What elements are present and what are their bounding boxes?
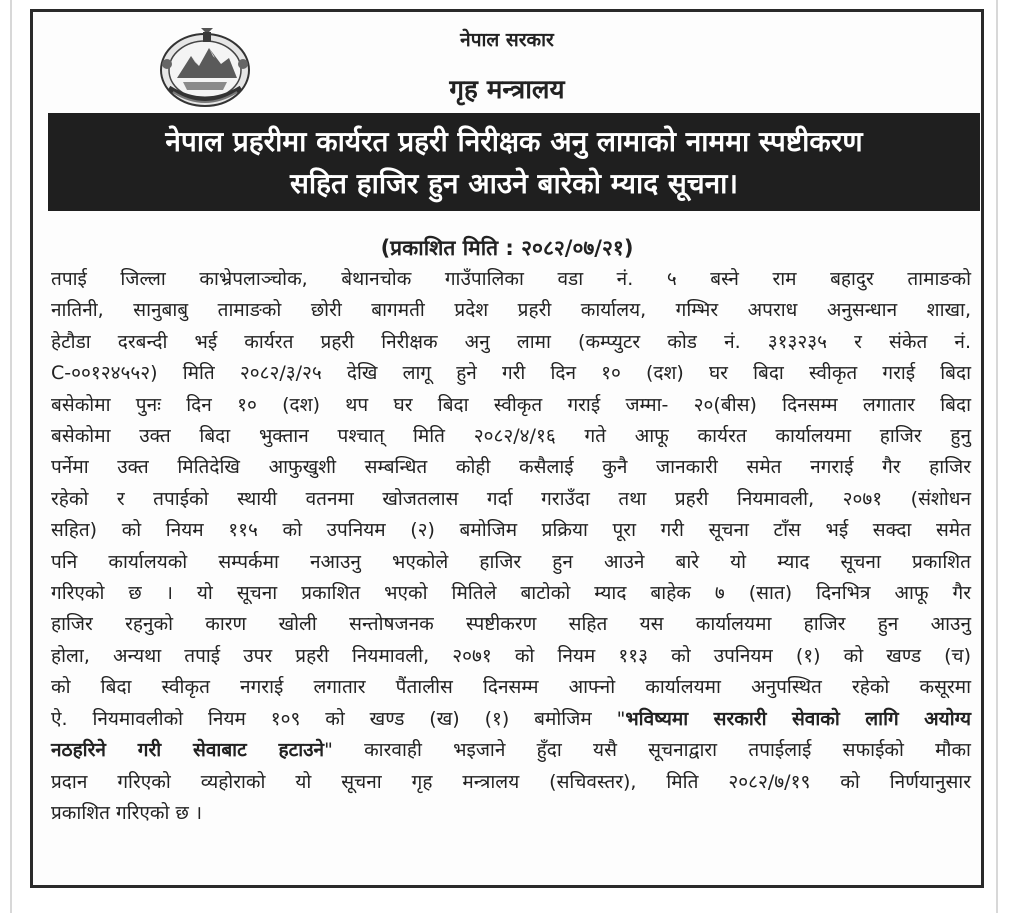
- body-line: गरिएको छ । यो सूचना प्रकाशित भएको मितिले बाटोको म्याद बाहेक ७ (सात) दिनभित्र आफू गैर: [51, 582, 971, 605]
- body-line: [51, 704, 971, 735]
- body-line: सहित) को नियम ११५ को उपनियम (२) बमोजिम प्रक्रिया पूरा गरी सूचना टाँस भई सक्दा समेत: [51, 519, 971, 542]
- body-text-segment: ऐ. नियमावलीको नियम १०९ को खण्ड (ख) (१) बमोजिम ": [51, 707, 626, 730]
- notice-frame: [30, 9, 984, 888]
- body-line: C-००१२४५५२) मिति २०८२/३/२५ देखि लागू हुने गरी दिन १० (दश) घर बिदा स्वीकृत गराई बिदा: [51, 362, 971, 385]
- body-line: प्रदान गरिएको व्यहोराको यो सूचना गृह मन्त्रालय (सचिवस्तर), मिति २०८२/७/१९ को निर्णयानुसार: [51, 770, 971, 793]
- notice-title-line-1: नेपाल प्रहरीमा कार्यरत प्रहरी निरीक्षक अनु लामाको नाममा स्पष्टीकरण: [165, 125, 863, 158]
- body-line-last: प्रकाशित गरिएको छ ।: [51, 801, 203, 824]
- body-line: बसेकोमा पुनः दिन १० (दश) थप घर बिदा स्वीकृत गराई जम्मा- २०(बीस) दिनसम्म लगातार बिदा: [51, 393, 971, 416]
- body-line: हेटौडा दरबन्दी भई कार्यरत प्रहरी निरीक्षक अनु लामा (कम्प्युटर कोड नं. ३१३२३५ र संकेत नं.: [51, 330, 971, 353]
- ministry-heading: गृह मन्त्रालय: [449, 75, 565, 105]
- page-edge-left: [10, 0, 12, 913]
- body-line: रहेको र तपाईको स्थायी वतनमा खोजतलास गर्दा गराउँदा तथा प्रहरी नियमावली, २०७१ (संशोधन: [51, 487, 971, 510]
- body-line: हाजिर रहनुको कारण खोली सन्तोषजनक स्पष्टीकरण सहित यस कार्यालयमा हाजिर हुन आउनु: [51, 613, 971, 636]
- notice-title-line-2: सहित हाजिर हुन आउने बारेको म्याद सूचना।: [289, 167, 739, 200]
- page-edge-right: [996, 0, 998, 913]
- body-line: [51, 735, 971, 766]
- body-line: नातिनी, सानुबाबु तामाङको छोरी बागमती प्रदेश प्रहरी कार्यालय, गम्भिर अपराध अनुसन्धान शाखा,: [51, 299, 971, 322]
- emphasis-text: नठहरिने गरी सेवाबाट हटाउने: [51, 739, 325, 762]
- body-line: पर्नेमा उक्त मितिदेखि आफुखुशी सम्बन्धित कोही कसैलाई कुनै जानकारी समेत नगराई गैर हाजिर: [51, 456, 971, 479]
- government-heading: नेपाल सरकार: [460, 29, 554, 51]
- notice-title-banner: [48, 113, 980, 211]
- body-line: पनि कार्यालयको सम्पर्कमा नआउनु भएकोले हाजिर हुन आउने बारे यो म्याद सूचना प्रकाशित: [51, 550, 971, 573]
- body-line: तपाई जिल्ला काभ्रेपलाञ्चोक, बेथानचोक गाउँपालिका वडा नं. ५ बस्ने राम बहादुर तामाङको: [51, 268, 971, 290]
- notice-body: [51, 264, 971, 829]
- body-line: बसेकोमा उक्त बिदा भुक्तान पश्चात् मिति २०८२/४/१६ गते आफू कार्यरत कार्यालयमा हाजिर हुनु: [51, 425, 971, 448]
- publication-date: (प्रकाशित मिति : २०८२/०७/२१): [380, 236, 634, 260]
- body-line: को बिदा स्वीकृत नगराई लगातार पैंतालीस दिनसम्म आफ्नो कार्यालयमा अनुपस्थित रहेको कसूरमा: [51, 676, 971, 699]
- body-text-segment: " कारवाही भइजाने हुँदा यसै सूचनाद्वारा तपाईलाई सफाईको मौका: [324, 739, 971, 762]
- emphasis-text: भविष्यमा सरकारी सेवाको लागि अयोग्य: [625, 707, 971, 730]
- body-line: होला, अन्यथा तपाई उपर प्रहरी नियमावली, २०७१ को नियम ११३ को उपनियम (१) को खण्ड (च): [51, 644, 971, 667]
